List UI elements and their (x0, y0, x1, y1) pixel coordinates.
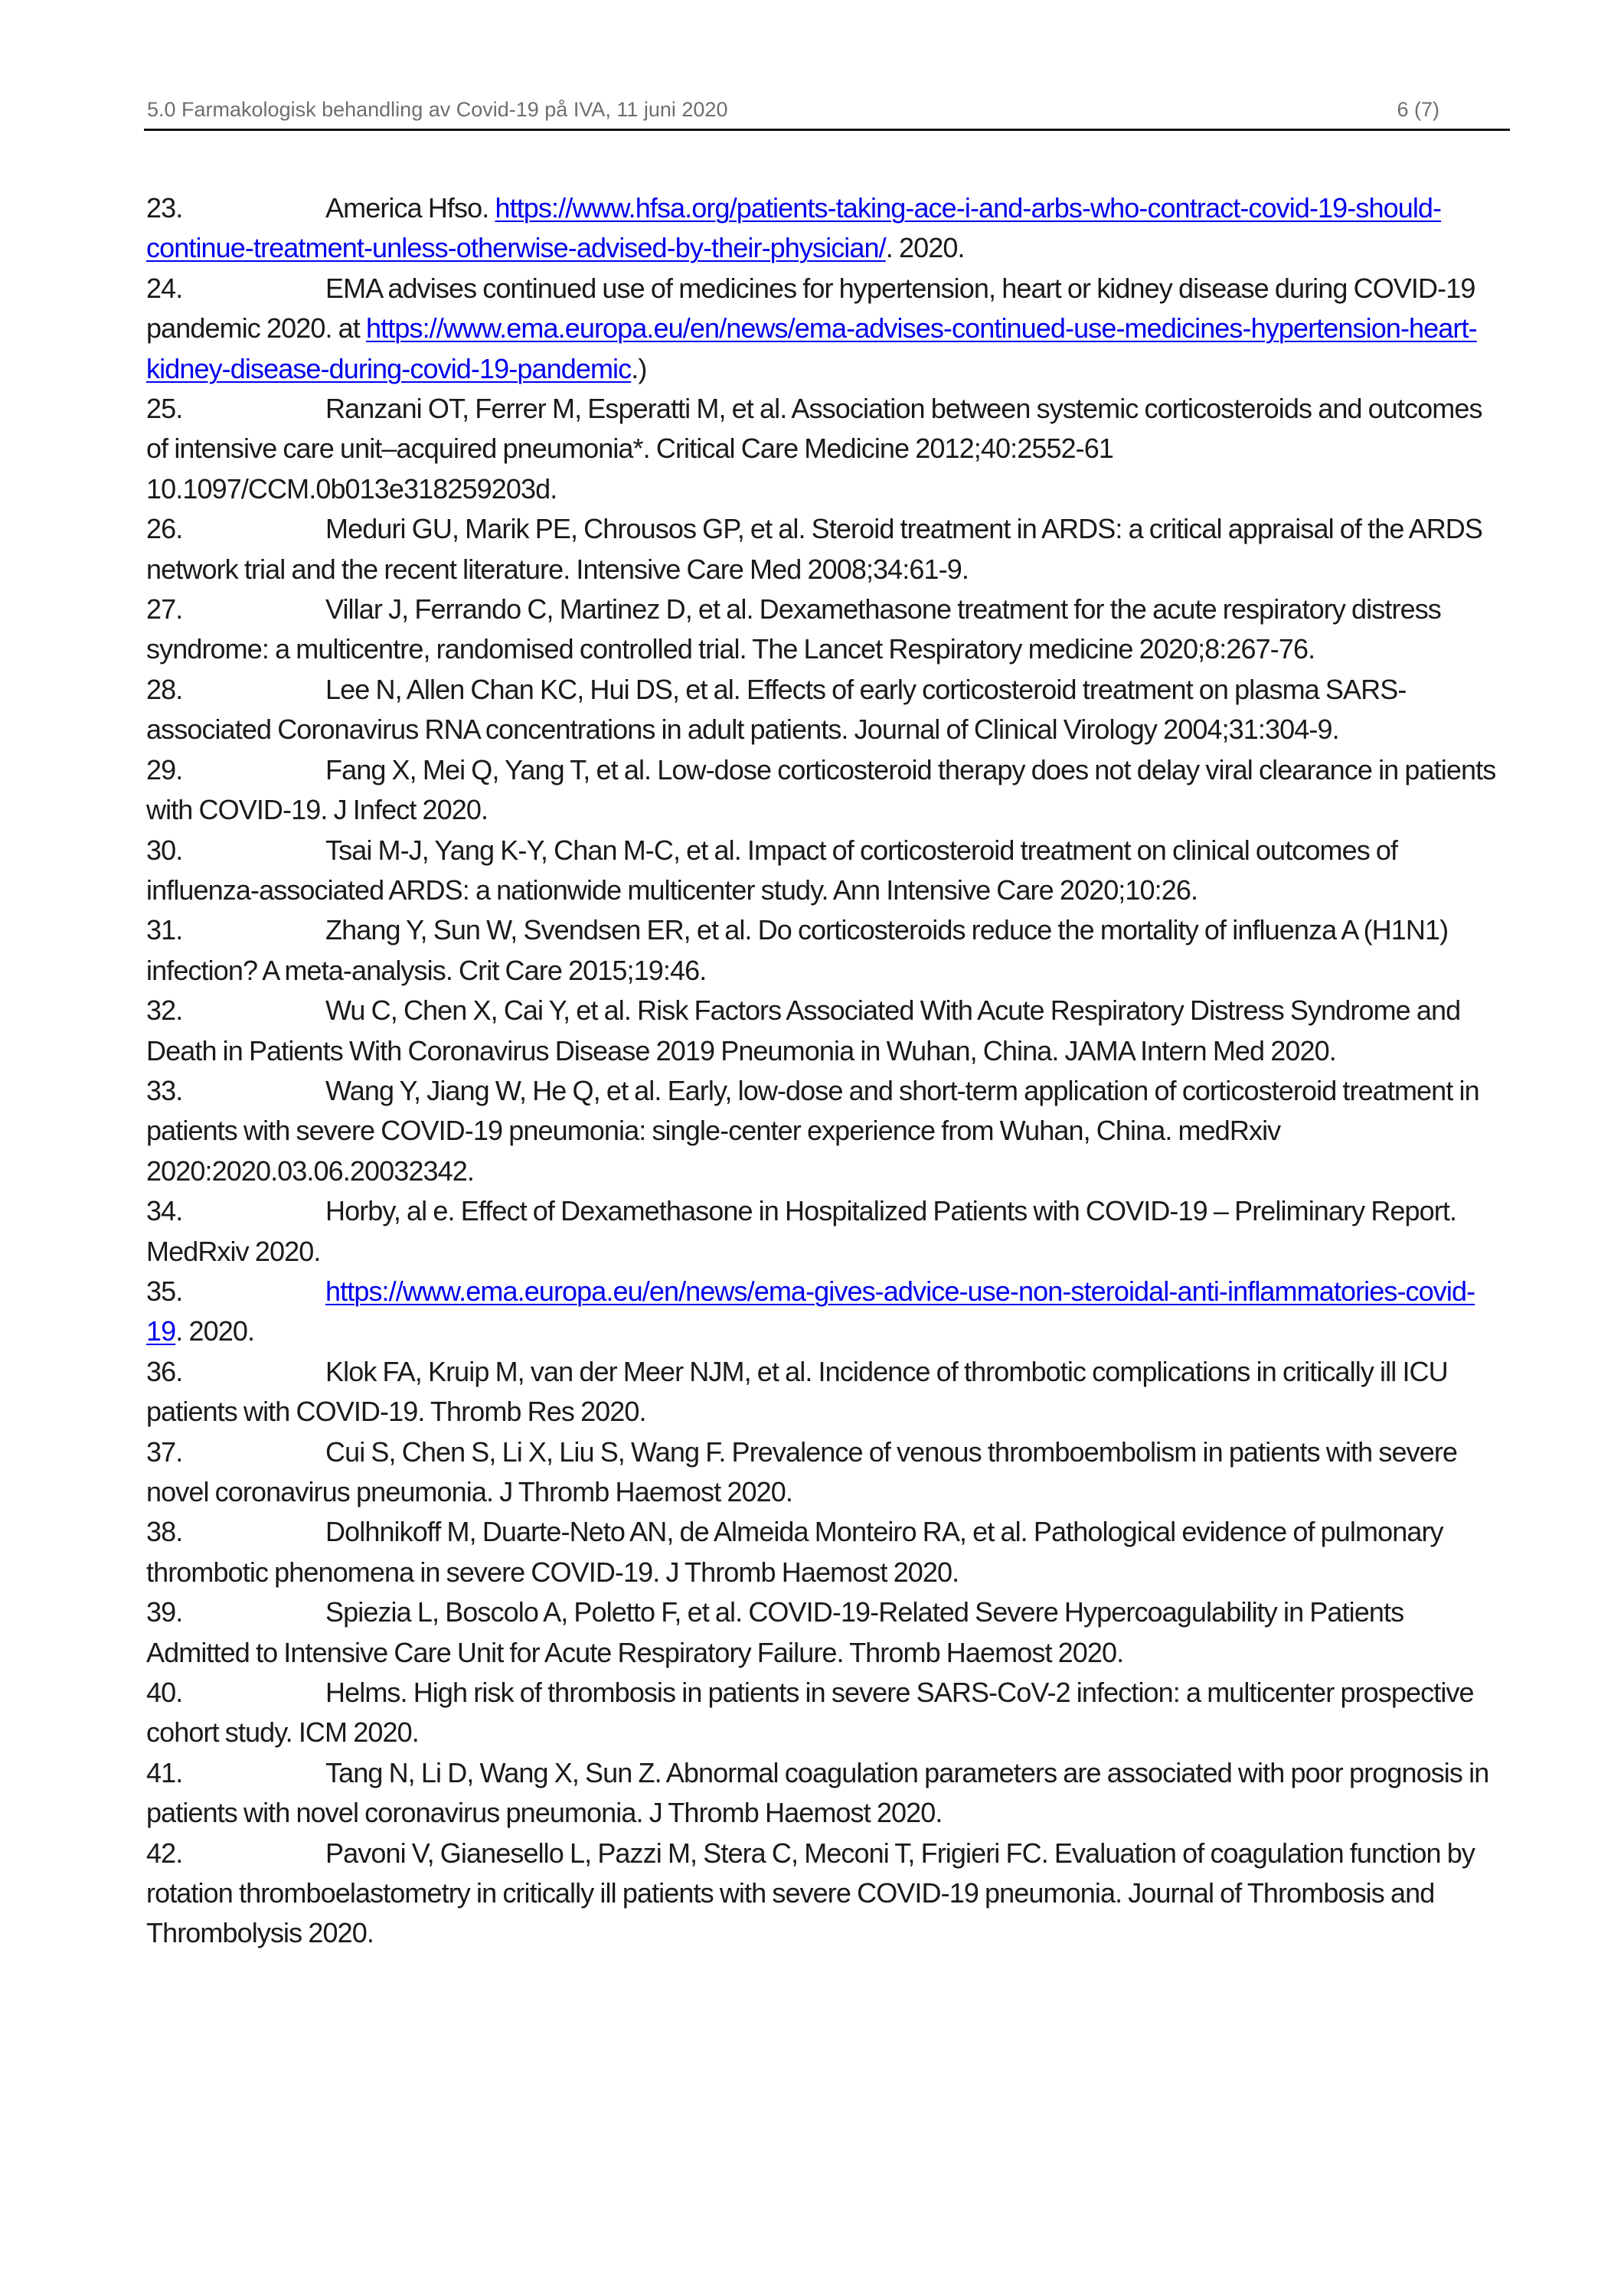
reference-text: Zhang Y, Sun W, Svendsen ER, et al. Do corticosteroids reduce the mortality of influenza A (H1N1) infection? A meta-analysis. Crit Care 2015;19:46. (146, 914, 1449, 986)
reference-number: 28. (146, 673, 183, 705)
reference-item (146, 831, 1509, 911)
reference-text: Cui S, Chen S, Li X, Liu S, Wang F. Prevalence of venous thromboembolism in patients with severe novel coronavirus pneumonia. J Thromb Haemost 2020. (146, 1435, 1458, 1507)
reference-text: Meduri GU, Marik PE, Chrousos GP, et al. Steroid treatment in ARDS: a critical appraisal of the ARDS network trial and the recent literature. Intensive Care Med 2008;34:61-9. (146, 513, 1482, 585)
reference-item (146, 389, 1509, 509)
reference-text: Villar J, Ferrando C, Martinez D, et al. Dexamethasone treatment for the acute respiratory distress syndrome: a multicentre, randomised controlled trial. The Lancet Respiratory medicine 2020;8:267-76. (146, 593, 1441, 665)
reference-text: Tang N, Li D, Wang X, Sun Z. Abnormal coagulation parameters are associated with poor prognosis in patients with novel coronavirus pneumonia. J Thromb Haemost 2020. (146, 1756, 1489, 1829)
reference-item (146, 1592, 1509, 1673)
reference-item (146, 1673, 1509, 1753)
reference-number: 41. (146, 1756, 183, 1788)
reference-item (146, 1352, 1509, 1432)
reference-suffix: . 2020. (175, 1315, 255, 1347)
reference-number: 38. (146, 1516, 183, 1548)
reference-text: Horby, al e. Effect of Dexamethasone in Hospitalized Patients with COVID-19 – Preliminary Report. MedRxiv 2020. (146, 1195, 1457, 1267)
reference-suffix: .) (631, 352, 647, 384)
page-number: 6 (7) (1397, 98, 1439, 121)
reference-item (146, 750, 1509, 831)
reference-item (146, 590, 1509, 670)
reference-number: 42. (146, 1837, 183, 1869)
reference-item (146, 1272, 1509, 1352)
reference-item (146, 188, 1509, 269)
reference-number: 23. (146, 192, 183, 224)
reference-number: 37. (146, 1435, 183, 1468)
reference-number: 40. (146, 1677, 183, 1709)
reference-link[interactable]: https://www.ema.europa.eu/en/news/ema-gives-advice-use-non-steroidal-anti-inflammatories-covid-19 (146, 1275, 1475, 1347)
reference-number: 31. (146, 914, 183, 946)
reference-number: 34. (146, 1195, 183, 1227)
reference-text: Wang Y, Jiang W, He Q, et al. Early, low-dose and short-term application of corticosteroid treatment in patients with severe COVID-19 pneumonia: single-center experience from Wuhan, China. medRxiv 2020:2020.03.06.20032342. (146, 1074, 1479, 1187)
reference-item (146, 1432, 1509, 1513)
reference-item (146, 1071, 1509, 1191)
reference-text: Pavoni V, Gianesello L, Pazzi M, Stera C, Meconi T, Frigieri FC. Evaluation of coagulation function by rotation thromboelastometry in critically ill patients with severe COVID-19 pneumonia. Journal of Thrombosis and Thrombolysis 2020. (146, 1837, 1475, 1949)
reference-text: Ranzani OT, Ferrer M, Esperatti M, et al. Association between systemic corticosteroids and outcomes of intensive care unit–acquired pneumonia*. Critical Care Medicine 2012;40:2552-61 10.1097/CCM.0b013e318259203d. (146, 393, 1482, 505)
reference-list (146, 188, 1509, 1954)
reference-number: 36. (146, 1355, 183, 1387)
reference-item (146, 1753, 1509, 1834)
reference-item (146, 1512, 1509, 1592)
reference-text: Lee N, Allen Chan KC, Hui DS, et al. Effects of early corticosteroid treatment on plasma SARS-associated Coronavirus RNA concentrations in adult patients. Journal of Clinical Virology 2004;31:304-9. (146, 673, 1407, 746)
reference-number: 35. (146, 1275, 183, 1307)
reference-number: 27. (146, 593, 183, 625)
reference-text: Wu C, Chen X, Cai Y, et al. Risk Factors Associated With Acute Respiratory Distress Syndrome and Death in Patients With Coronavirus Disease 2019 Pneumonia in Wuhan, China. JAMA Intern Med 2020. (146, 994, 1461, 1066)
reference-number: 26. (146, 513, 183, 545)
reference-number: 39. (146, 1596, 183, 1628)
reference-number: 25. (146, 393, 183, 425)
reference-text: Spiezia L, Boscolo A, Poletto F, et al. COVID-19-Related Severe Hypercoagulability in Patients Admitted to Intensive Care Unit for Acute Respiratory Failure. Thromb Haemost 2020. (146, 1596, 1404, 1668)
reference-suffix: . 2020. (885, 232, 965, 264)
reference-number: 32. (146, 994, 183, 1027)
reference-text: EMA advises continued use of medicines for hypertension, heart or kidney disease during COVID-19 pandemic 2020. at (146, 272, 1475, 345)
reference-text: Fang X, Mei Q, Yang T, et al. Low-dose corticosteroid therapy does not delay viral clearance in patients with COVID-19. J Infect 2020. (146, 753, 1496, 826)
page-header (144, 92, 1510, 130)
reference-text: Dolhnikoff M, Duarte-Neto AN, de Almeida Monteiro RA, et al. Pathological evidence of pulmonary thrombotic phenomena in severe COVID-19. J Thromb Haemost 2020. (146, 1516, 1443, 1588)
reference-item (146, 1834, 1509, 1954)
reference-number: 33. (146, 1074, 183, 1106)
reference-number: 29. (146, 753, 183, 785)
reference-item (146, 269, 1509, 389)
header-divider (144, 129, 1510, 131)
reference-item (146, 509, 1509, 590)
reference-text: America Hfso. (325, 192, 495, 224)
reference-number: 24. (146, 272, 183, 304)
reference-text: Tsai M-J, Yang K-Y, Chan M-C, et al. Impact of corticosteroid treatment on clinical outcomes of influenza-associated ARDS: a nationwide multicenter study. Ann Intensive Care 2020;10:26. (146, 834, 1398, 906)
document-title: 5.0 Farmakologisk behandling av Covid-19 på IVA, 11 juni 2020 (147, 98, 728, 121)
reference-number: 30. (146, 834, 183, 866)
reference-item (146, 991, 1509, 1071)
reference-text: Helms. High risk of thrombosis in patients in severe SARS-CoV-2 infection: a multicenter prospective cohort study. ICM 2020. (146, 1677, 1474, 1749)
reference-text: Klok FA, Kruip M, van der Meer NJM, et al. Incidence of thrombotic complications in critically ill ICU patients with COVID-19. Thromb Res 2020. (146, 1355, 1448, 1428)
reference-item (146, 670, 1509, 750)
reference-link[interactable]: https://www.ema.europa.eu/en/news/ema-advises-continued-use-medicines-hypertension-heart-kidney-disease-during-covid-19-pandemic (146, 312, 1477, 384)
reference-item (146, 910, 1509, 991)
reference-link[interactable]: https://www.hfsa.org/patients-taking-ace-i-and-arbs-who-contract-covid-19-should-continue-treatment-unless-otherwise-advised-by-their-physician/ (146, 192, 1442, 264)
reference-item (146, 1191, 1509, 1272)
